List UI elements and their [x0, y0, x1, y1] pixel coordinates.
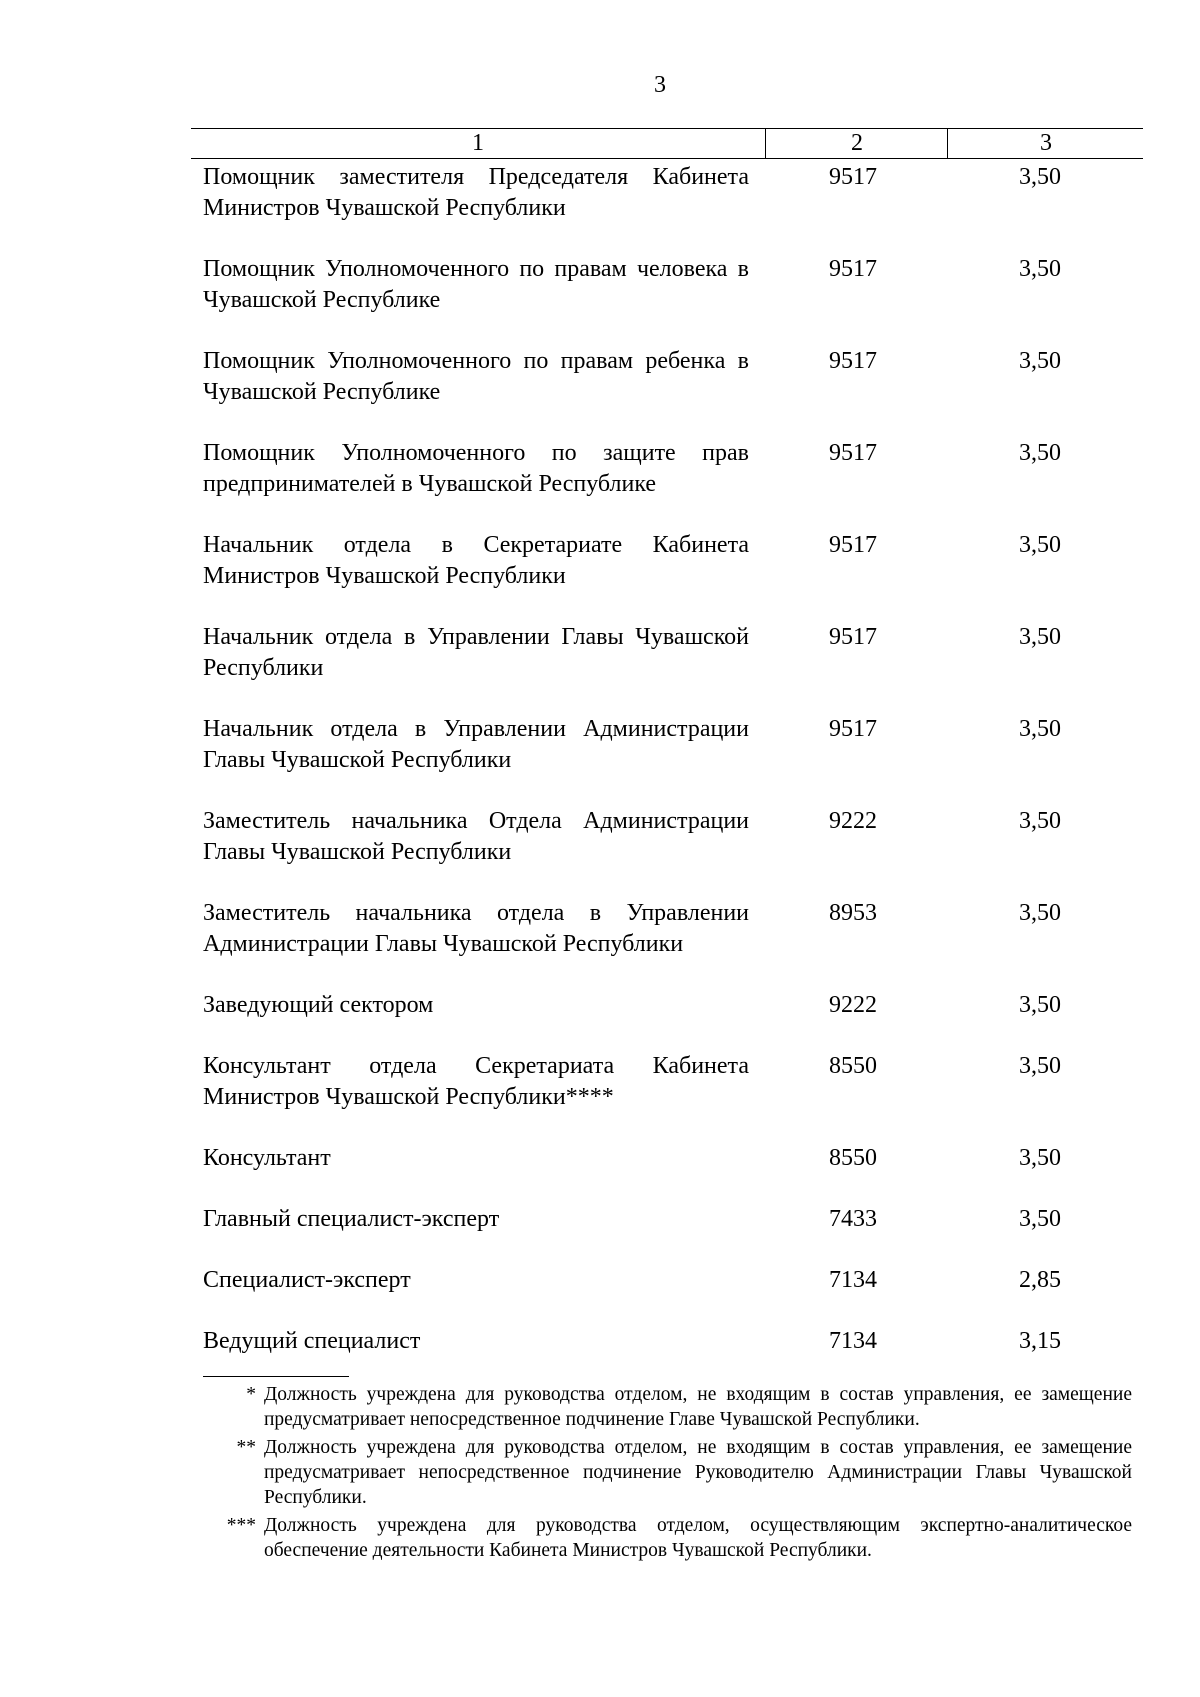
- position-code: 9517: [829, 716, 877, 742]
- footnote-mark: **: [236, 1437, 256, 1458]
- table-row: [203, 622, 1143, 714]
- position-coefficient: 3,50: [1019, 900, 1061, 926]
- position-coefficient: 3,15: [1019, 1328, 1061, 1354]
- position-coefficient: 3,50: [1019, 1206, 1061, 1232]
- table-row: [203, 1326, 1143, 1357]
- footnote-divider: [203, 1376, 349, 1377]
- position-title: Помощник заместителя Председателя Кабинета Министров Чувашской Республики: [203, 164, 749, 221]
- table-row: [203, 806, 1143, 898]
- position-code: 9517: [829, 624, 877, 650]
- position-title: Начальник отдела в Управлении Администрации Главы Чувашской Республики: [203, 716, 749, 773]
- position-code: 9517: [829, 440, 877, 466]
- table-body: [203, 162, 1143, 1357]
- position-code: 9517: [829, 164, 877, 190]
- header-column-2: 2: [765, 129, 948, 158]
- position-coefficient: 3,50: [1019, 164, 1061, 190]
- position-title: Начальник отдела в Управлении Главы Чувашской Республики: [203, 624, 749, 681]
- position-title: Главный специалист-эксперт: [203, 1206, 500, 1232]
- position-title: Консультант: [203, 1145, 331, 1171]
- position-title: Помощник Уполномоченного по правам ребенка в Чувашской Республике: [203, 348, 749, 405]
- position-coefficient: 3,50: [1019, 532, 1061, 558]
- header-column-3: 3: [947, 129, 1144, 158]
- position-code: 7134: [829, 1328, 877, 1354]
- position-coefficient: 2,85: [1019, 1267, 1061, 1293]
- position-coefficient: 3,50: [1019, 348, 1061, 374]
- table-row: [203, 162, 1143, 254]
- footnote-text: Должность учреждена для руководства отделом, не входящим в состав управления, ее замещение предусматривает непосредственное подчинение Руководителю Администрации Главы Чувашской Республики.: [264, 1437, 1132, 1508]
- position-coefficient: 3,50: [1019, 1145, 1061, 1171]
- table-row: [203, 438, 1143, 530]
- position-code: 9517: [829, 532, 877, 558]
- position-coefficient: 3,50: [1019, 256, 1061, 282]
- position-title: Заместитель начальника Отдела Администрации Главы Чувашской Республики: [203, 808, 749, 865]
- page-number: 3: [654, 72, 666, 98]
- footnote: [200, 1435, 1132, 1510]
- position-code: 9517: [829, 348, 877, 374]
- footnote-mark: ***: [226, 1515, 256, 1536]
- table-row: [203, 1143, 1143, 1204]
- position-code: 7134: [829, 1267, 877, 1293]
- position-code: 9517: [829, 256, 877, 282]
- position-title: Заведующий сектором: [203, 992, 434, 1018]
- position-coefficient: 3,50: [1019, 808, 1061, 834]
- footnote-text: Должность учреждена для руководства отделом, осуществляющим экспертно-аналитическое обеспечение деятельности Кабинета Министров Чувашской Республики.: [264, 1515, 1132, 1561]
- position-code: 7433: [829, 1206, 877, 1232]
- header-column-1: 1: [472, 130, 484, 156]
- table-row: [203, 898, 1143, 990]
- table-row: [203, 1051, 1143, 1143]
- table-row: [203, 254, 1143, 346]
- table-header: [191, 128, 1143, 159]
- position-coefficient: 3,50: [1019, 624, 1061, 650]
- position-title: Заместитель начальника отдела в Управлении Администрации Главы Чувашской Республики: [203, 900, 749, 957]
- table-row: [203, 346, 1143, 438]
- footnotes: [200, 1382, 1132, 1566]
- position-title: Ведущий специалист: [203, 1328, 421, 1354]
- position-title: Специалист-эксперт: [203, 1267, 411, 1293]
- footnote-text: Должность учреждена для руководства отделом, не входящим в состав управления, ее замещение предусматривает непосредственное подчинение Главе Чувашской Республики.: [264, 1384, 1132, 1430]
- table-row: [203, 1265, 1143, 1326]
- position-title: Помощник Уполномоченного по защите прав предпринимателей в Чувашской Республике: [203, 440, 749, 497]
- position-coefficient: 3,50: [1019, 992, 1061, 1018]
- position-code: 9222: [829, 808, 877, 834]
- position-coefficient: 3,50: [1019, 440, 1061, 466]
- table-row: [203, 714, 1143, 806]
- table-row: [203, 530, 1143, 622]
- table-row: [203, 1204, 1143, 1265]
- position-title: Начальник отдела в Секретариате Кабинета Министров Чувашской Республики: [203, 532, 749, 589]
- position-code: 8953: [829, 900, 877, 926]
- footnote: [200, 1382, 1132, 1432]
- position-code: 9222: [829, 992, 877, 1018]
- position-title: Консультант отдела Секретариата Кабинета Министров Чувашской Республики****: [203, 1053, 749, 1110]
- position-coefficient: 3,50: [1019, 1053, 1061, 1079]
- position-code: 8550: [829, 1053, 877, 1079]
- footnote-mark: *: [246, 1384, 256, 1405]
- position-coefficient: 3,50: [1019, 716, 1061, 742]
- position-title: Помощник Уполномоченного по правам человека в Чувашской Республике: [203, 256, 749, 313]
- footnote: [200, 1513, 1132, 1563]
- position-code: 8550: [829, 1145, 877, 1171]
- table-row: [203, 990, 1143, 1051]
